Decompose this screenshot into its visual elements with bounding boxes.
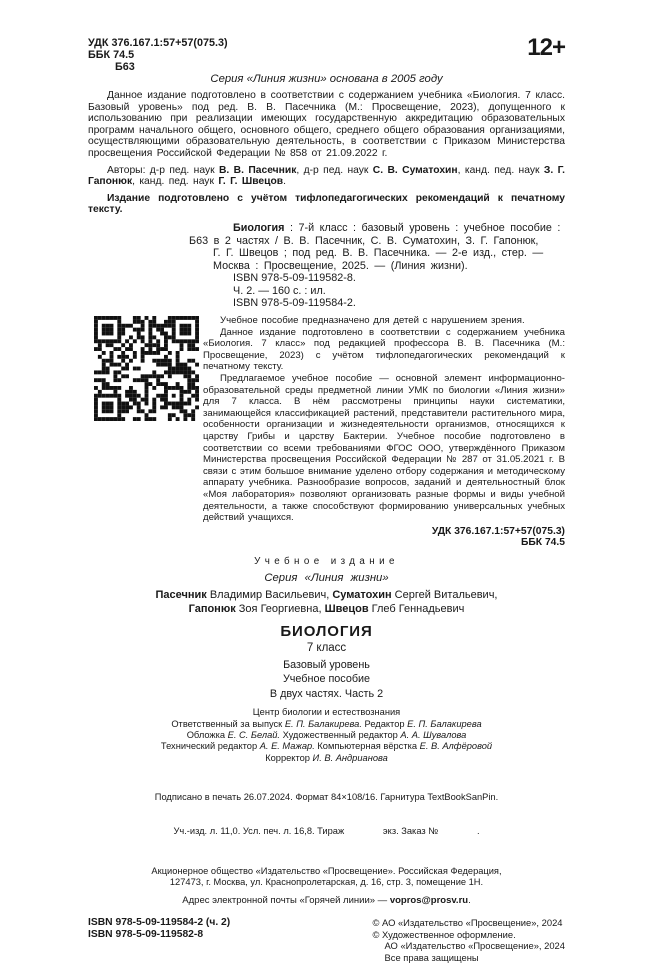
bbk-number: ББК 74.5 bbox=[88, 48, 135, 61]
level-line: Базовый уровень bbox=[283, 658, 370, 671]
credits-center-line: Центр биологии и естествознания bbox=[252, 707, 401, 718]
print-run-line: Уч.-изд. л. 11,0. Усл. печ. л. 16,8. Тираж экз. Заказ № . bbox=[173, 826, 480, 837]
isbn-series: ISBN 978-5-09-119582-8 bbox=[88, 929, 204, 941]
edition-authors-line-1: Пасечник Владимир Васильевич, Суматохин Сергей Витальевич, bbox=[155, 589, 498, 602]
bib-line-2: Б63 в 2 частях / В. В. Пасечник, С. В. Суматохин, З. Г. Гапонюк, bbox=[189, 234, 539, 247]
publisher-address-block bbox=[88, 866, 565, 889]
credits-proof-line: Корректор И. В. Андрианова bbox=[265, 752, 388, 763]
annotation-p3: Предлагаемое учебное пособие — основной элемент информационно-образовательной среды предметной линии УМК по биологии «Линия жизни» для 7 класса. В нём рассмотрены принципы науки систематики, занимающейся классификацией растений, представители растительного мира, особенности организации и жизнедеятельности организмов, относящихся к царству Грибы и царству Бактерии. Учебное пособие подготовлено в соответствии со всеми требованиями ФГОС ООО, утверждённого Приказом Министерства просвещения Российской Федерации № 287 от 31.05.2021 г. В связи с этим большое внимание уделено отбору содержания и методическому аппарату учебника. Разнообразие вопросов, заданий и деятельностный блок «Моя лаборатория» позволяют организовать разные формы и виды учебной деятельности, а также способствуют формированию универсальных учебных действий учащихся. bbox=[203, 373, 565, 524]
bibliographic-record bbox=[189, 221, 565, 310]
age-rating-badge: 12+ bbox=[527, 34, 565, 61]
isbn-series-line: ISBN 978-5-09-119582-8. bbox=[233, 272, 356, 285]
bib-line-3: Г. Г. Швецов ; под ред. В. В. Пасечника. — 2-е изд., стер. — bbox=[213, 247, 544, 260]
copyright-publisher: © АО «Издательство «Просвещение», 2024 bbox=[372, 917, 563, 929]
bib-line-1: Биология : 7-й класс : базовый уровень : учебное пособие : bbox=[233, 221, 561, 234]
classification-codes-right bbox=[88, 526, 565, 549]
credits-editor-line: Ответственный за выпуск Е. П. Балакирева. Редактор Е. П. Балакирева bbox=[171, 718, 482, 729]
series-founding-line: Серия «Линия жизни» основана в 2005 году bbox=[210, 73, 443, 86]
kind-line: Учебное пособие bbox=[282, 673, 371, 686]
bib-line-4: Москва : Просвещение, 2025. — (Линия жизни). bbox=[213, 259, 468, 272]
credits-block bbox=[88, 707, 565, 763]
publisher-name-line: Акционерное общество «Издательство «Просвещение». Российская Федерация, bbox=[151, 866, 502, 877]
parts-line: В двух частях. Часть 2 bbox=[269, 687, 384, 700]
top-row bbox=[88, 34, 565, 73]
credits-cover-line: Обложка Е. С. Белай. Художественный редактор А. А. Шувалова bbox=[186, 729, 467, 740]
print-date-line: Подписано в печать 26.07.2024. Формат 84×108/16. Гарнитура TextBookSanPin. bbox=[154, 792, 499, 803]
isbn-block bbox=[88, 917, 230, 963]
publisher-address-line: 127473, г. Москва, ул. Краснопролетарская, д. 16, стр. 3, помещение 1Н. bbox=[169, 877, 484, 888]
bottom-row bbox=[88, 917, 565, 963]
copyright-art-publisher: АО «Издательство «Просвещение», 2024 bbox=[384, 940, 565, 952]
part-volume-line: Ч. 2. — 160 с. : ил. bbox=[233, 284, 326, 297]
hotline-email-line: Адрес электронной почты «Горячей линии» — vopros@prosv.ru. bbox=[182, 894, 471, 906]
qr-code bbox=[94, 316, 199, 421]
copyright-art: © Художественное оформление. bbox=[372, 928, 516, 940]
annotation-p1: Учебное пособие предназначено для детей с нарушением зрения. bbox=[220, 315, 525, 327]
copyright-block bbox=[373, 917, 565, 963]
udk-number: УДК 376.167.1:57+57(075.3) bbox=[88, 37, 228, 49]
isbn-part-line: ISBN 978-5-09-119584-2. bbox=[233, 297, 356, 310]
authors-paragraph: Авторы: д-р пед. наук В. В. Пасечник, д-р пед. наук С. В. Суматохин, канд. пед. наук З. Г. Гапонюк, канд. пед. наук Г. Г. Швецов. bbox=[88, 164, 565, 188]
author-sign-code: Б63 bbox=[115, 60, 135, 73]
bbk-number-right: ББК 74.5 bbox=[521, 537, 565, 549]
series-name: Серия «Линия жизни» bbox=[264, 571, 389, 584]
tiflo-note: Издание подготовлено с учётом тифлопедагогических рекомендаций к печатному тексту. bbox=[88, 192, 565, 216]
edition-type-label: Учебное издание bbox=[254, 555, 399, 567]
isbn-part: ISBN 978-5-09-119584-2 (ч. 2) bbox=[88, 917, 231, 929]
compliance-paragraph: Данное издание подготовлено в соответствии с содержанием учебника «Биология. 7 класс. Базовый уровень» под ред. В. В. Пасечника (М.: Просвещение, 2023), допущенного к использованию при реализации имеющих государственную аккредитацию образовательных программ начального общего, основного общего, среднего общего образования организациями, осуществляющими образовательную деятельность, в соответствии с Приказом Министерства просвещения Российской Федерации № 858 от 21.09.2022 г. bbox=[88, 89, 565, 159]
annotation-text bbox=[203, 315, 565, 524]
udk-number-right: УДК 376.167.1:57+57(075.3) bbox=[431, 525, 565, 537]
print-info-block bbox=[88, 770, 565, 860]
rights-reserved: Все права защищены bbox=[384, 951, 479, 963]
annotation-block bbox=[88, 315, 565, 524]
annotation-p2: Данное издание подготовлено в соответствии с содержанием учебника «Биология. 7 класс» под редакцией профессора В. В. Пасечника (М.: Просвещение, 2023) с учётом тифлопедагогических рекомендаций к печатному тексту. bbox=[203, 326, 565, 373]
edition-authors-line-2: Гапонюк Зоя Георгиевна, Швецов Глеб Геннадьевич bbox=[188, 602, 465, 615]
book-title: БИОЛОГИЯ bbox=[280, 622, 373, 640]
grade-line: 7 класс bbox=[306, 641, 347, 654]
classification-codes bbox=[88, 38, 228, 73]
credits-tech-line: Технический редактор А. Е. Мажар. Компьютерная вёрстка Е. В. Алфёровой bbox=[160, 741, 493, 752]
